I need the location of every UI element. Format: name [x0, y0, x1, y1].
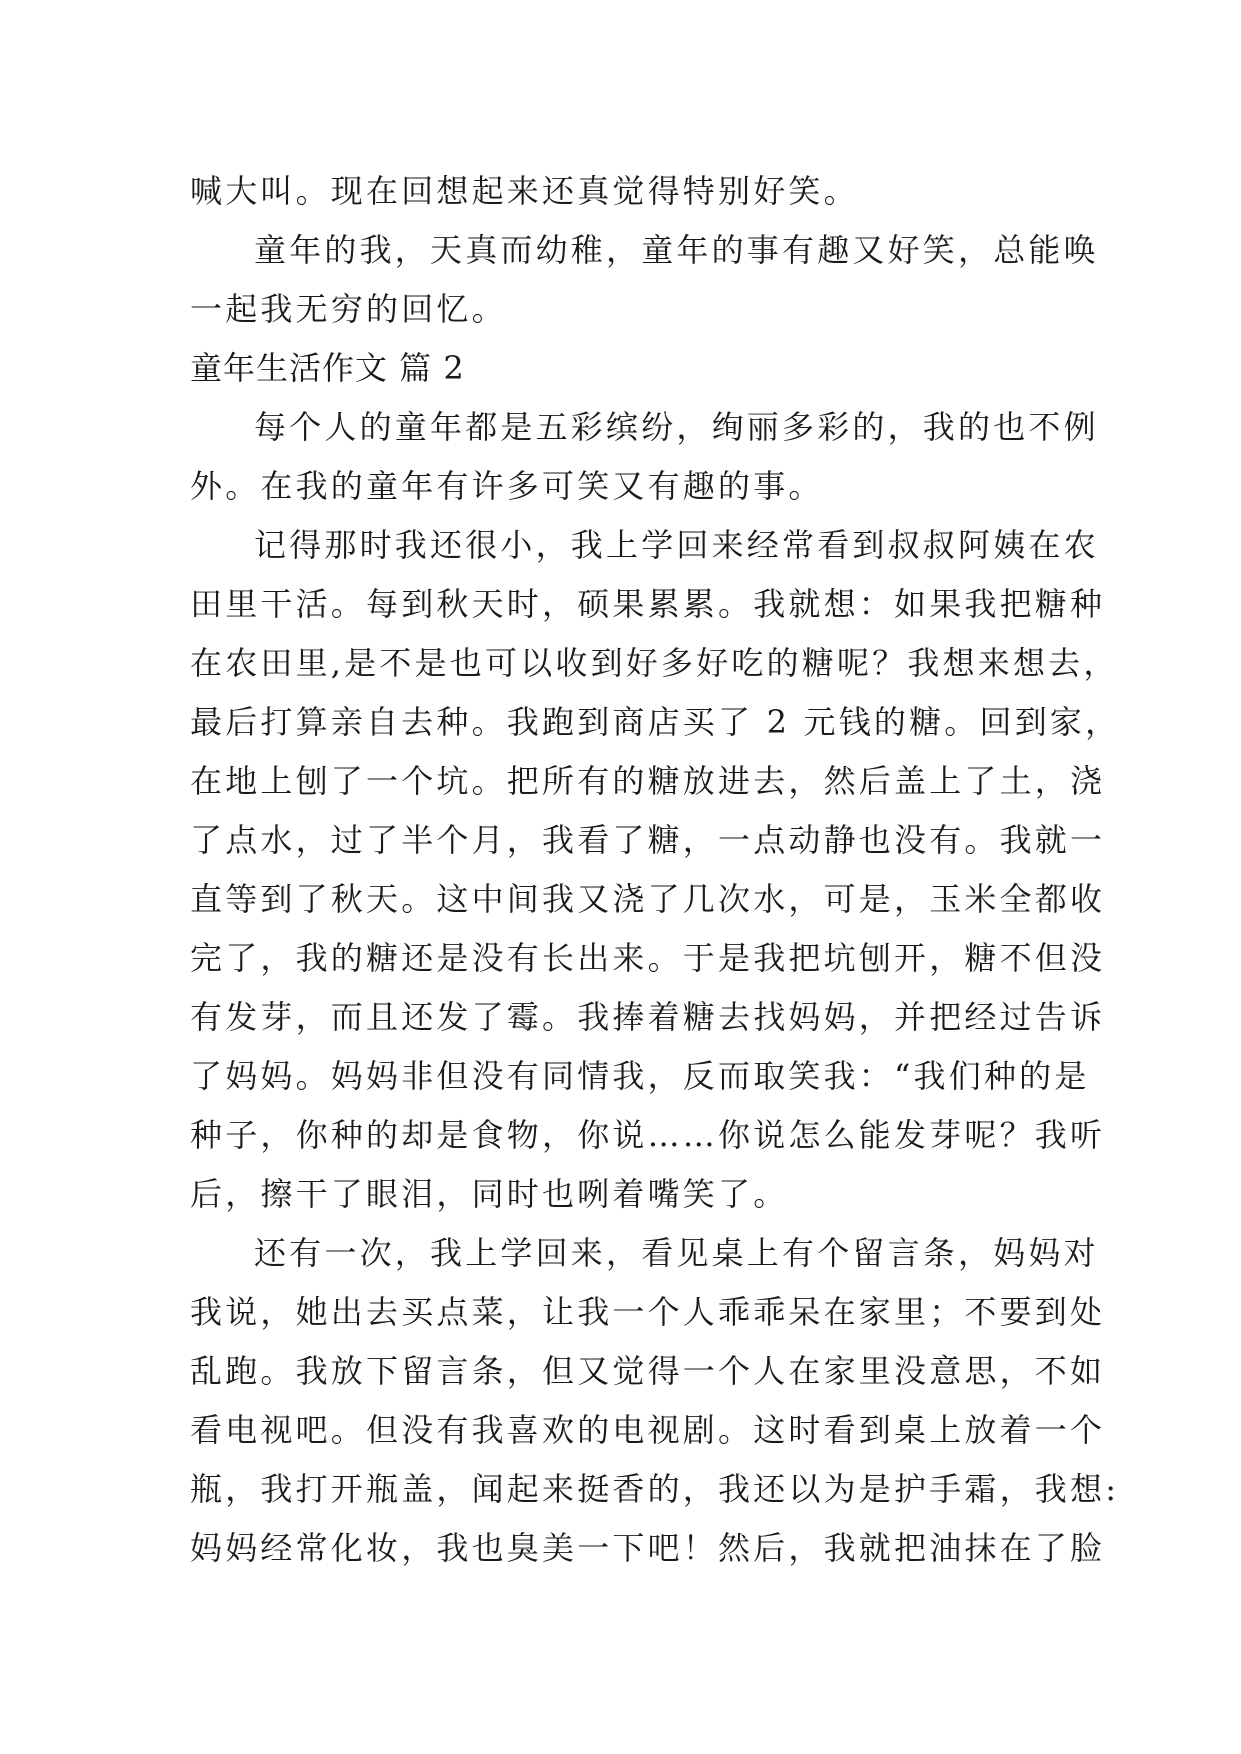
text-line: 外。在我的童年有许多可笑又有趣的事。 [190, 467, 824, 505]
section-heading: 童年生活作文 篇 2 [190, 349, 465, 387]
text-line: 在农田里,是不是也可以收到好多好吃的糖呢？我想来想去， [190, 644, 1119, 682]
text-line: 在地上刨了一个坑。把所有的糖放进去，然后盖上了土，浇 [190, 762, 1106, 800]
paragraph-first-line: 每个人的童年都是五彩缤纷，绚丽多彩的，我的也不例 [254, 408, 1099, 446]
text-line: 瓶，我打开瓶盖，闻起来挺香的，我还以为是护手霜，我想: [190, 1470, 1120, 1508]
essay-body [190, 162, 1121, 1578]
text-line: 有发芽，而且还发了霉。我捧着糖去找妈妈，并把经过告诉 [190, 998, 1106, 1036]
paragraph-first-line: 还有一次，我上学回来，看见桌上有个留言条，妈妈对 [254, 1234, 1099, 1272]
text-line: 乱跑。我放下留言条，但又觉得一个人在家里没意思，不如 [190, 1352, 1106, 1390]
text-line: 一起我无穷的回忆。 [190, 290, 507, 328]
text-line: 妈妈经常化妆，我也臭美一下吧！然后，我就把油抹在了脸 [190, 1529, 1106, 1567]
text-line: 完了，我的糖还是没有长出来。于是我把坑刨开，糖不但没 [190, 939, 1106, 977]
text-line: 后，擦干了眼泪，同时也咧着嘴笑了。 [190, 1175, 789, 1213]
paragraph-first-line: 记得那时我还很小，我上学回来经常看到叔叔阿姨在农 [254, 526, 1099, 564]
text-line: 最后打算亲自去种。我跑到商店买了 2 元钱的糖。回到家， [190, 703, 1121, 741]
text-line: 我说，她出去买点菜，让我一个人乖乖呆在家里；不要到处 [190, 1293, 1106, 1331]
text-line: 看电视吧。但没有我喜欢的电视剧。这时看到桌上放着一个 [190, 1411, 1106, 1449]
text-line: 直等到了秋天。这中间我又浇了几次水，可是，玉米全都收 [190, 880, 1106, 918]
text-line: 种子，你种的却是食物，你说……你说怎么能发芽呢？我听 [190, 1116, 1106, 1154]
text-line: 田里干活。每到秋天时，硕果累累。我就想：如果我把糖种 [190, 585, 1106, 623]
text-line: 了妈妈。妈妈非但没有同情我，反而取笑我：“我们种的是 [190, 1057, 1090, 1095]
text-line: 了点水，过了半个月，我看了糖，一点动静也没有。我就一 [190, 821, 1106, 859]
text-line: 喊大叫。现在回想起来还真觉得特别好笑。 [190, 172, 859, 210]
paragraph-first-line: 童年的我，天真而幼稚，童年的事有趣又好笑，总能唤 [254, 231, 1099, 269]
